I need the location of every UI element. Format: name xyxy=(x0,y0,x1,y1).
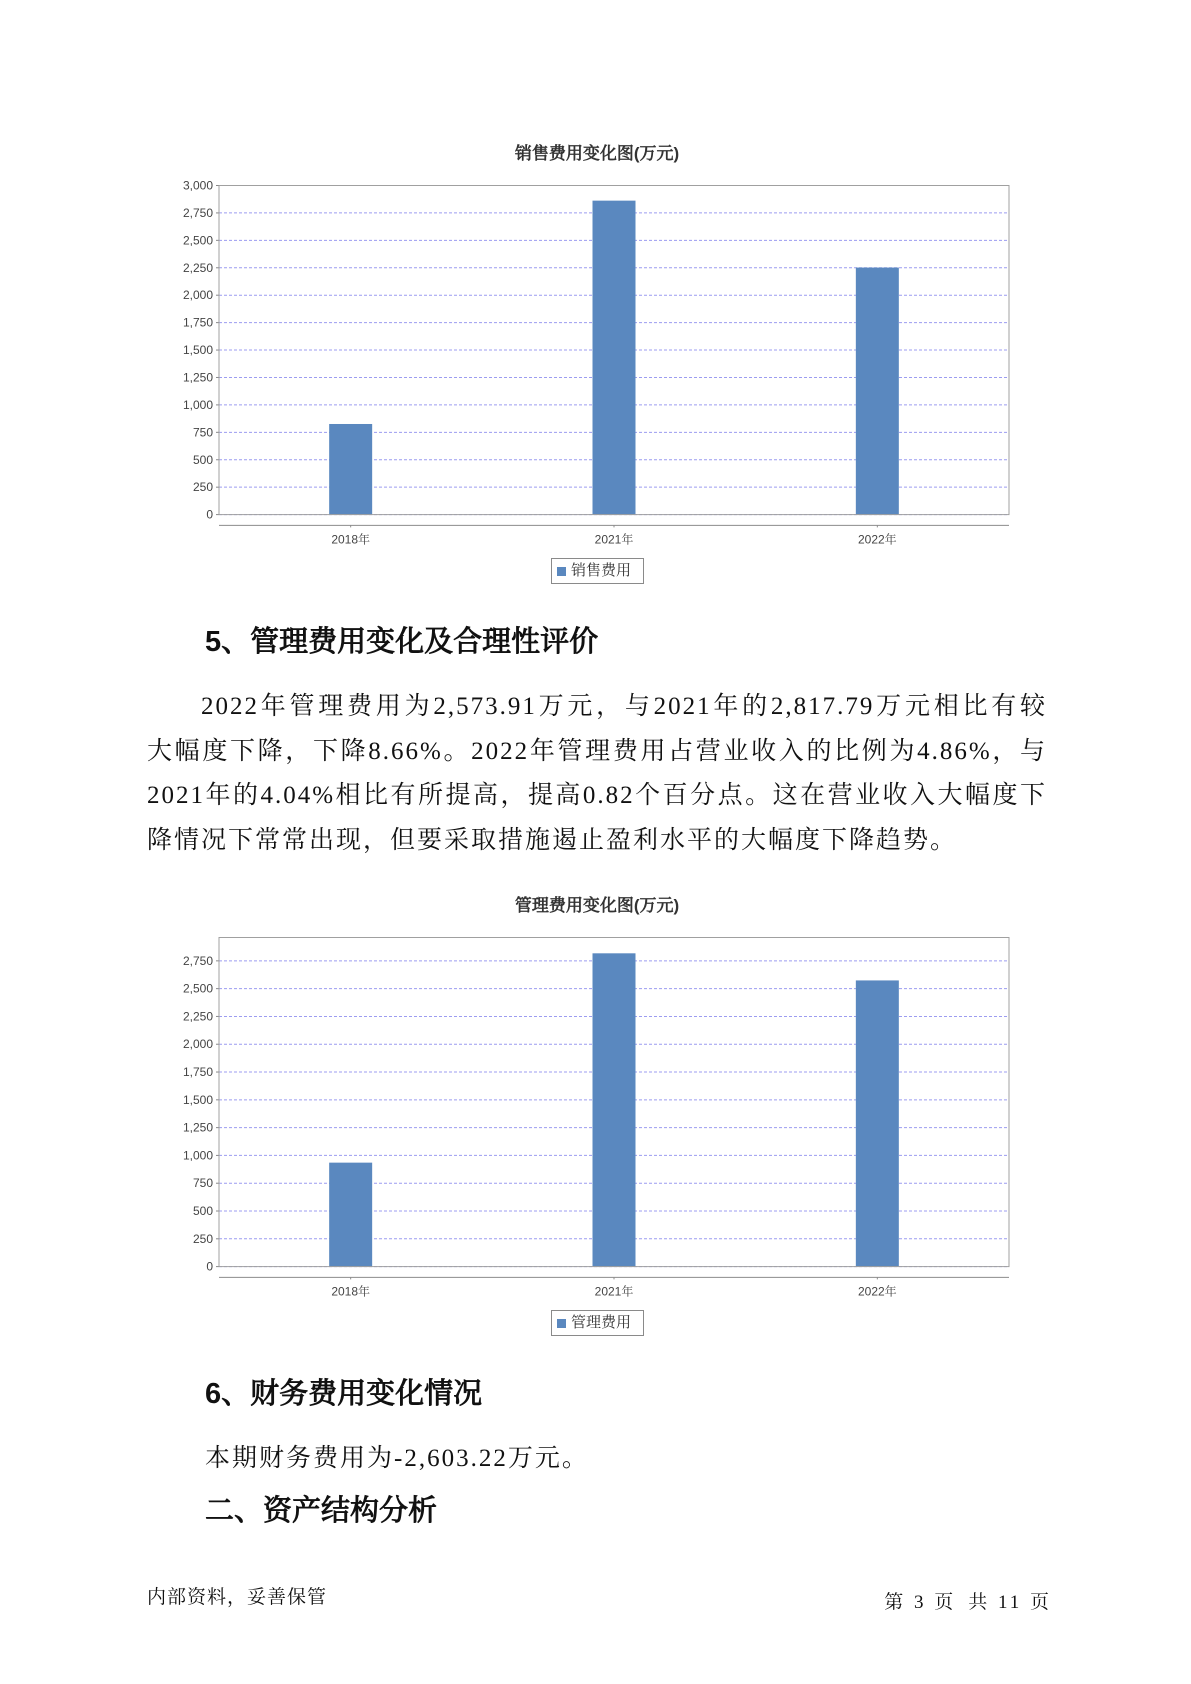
sales-expense-chart xyxy=(150,135,1050,595)
legend-label: 管理费用 xyxy=(571,1315,632,1331)
y-tick-label: 750 xyxy=(192,425,213,440)
y-tick-label: 500 xyxy=(192,1204,213,1219)
y-tick-label: 1,000 xyxy=(182,1148,213,1163)
y-tick-label: 2,250 xyxy=(182,1009,213,1024)
y-tick-label: 0 xyxy=(206,1259,213,1274)
y-tick-label: 1,750 xyxy=(182,1065,213,1080)
y-tick-label: 3,000 xyxy=(182,178,213,193)
paragraph xyxy=(147,692,1047,870)
y-tick-label: 2,000 xyxy=(182,1037,213,1052)
y-tick-label: 1,500 xyxy=(182,343,213,358)
paragraph-line: 2021年的4.04%相比有所提高，提高0.82个百分点。这在营业收入大幅度下 xyxy=(147,782,1047,810)
bar-2022 xyxy=(856,268,899,515)
section-heading: 5、管理费用变化及合理性评价 xyxy=(205,626,599,658)
bar-2021 xyxy=(593,953,636,1266)
chart-title: 销售费用变化图(万元) xyxy=(514,144,680,163)
total-pages: 共 11 页 xyxy=(968,1592,1052,1613)
y-tick-label: 1,250 xyxy=(182,370,213,385)
chart-plot xyxy=(150,135,1050,555)
y-tick-label: 2,000 xyxy=(182,288,213,303)
x-tick-label: 2018年 xyxy=(331,532,371,547)
paragraph: 本期财务费用为-2,603.22万元。 xyxy=(205,1445,589,1472)
paragraph-line: 2022年管理费用为2,573.91万元，与2021年的2,817.79万元相比有较 xyxy=(201,693,1047,720)
chart-plot xyxy=(150,887,1050,1307)
bar-2022 xyxy=(856,980,899,1266)
admin-expense-chart xyxy=(150,887,1050,1347)
legend-swatch xyxy=(557,567,566,576)
y-tick-label: 2,750 xyxy=(182,205,213,220)
y-tick-label: 2,750 xyxy=(182,953,213,968)
y-tick-label: 250 xyxy=(192,1231,213,1246)
footer-page-number xyxy=(884,1592,1052,1614)
x-tick-label: 2021年 xyxy=(594,532,634,547)
section-heading: 二、资产结构分析 xyxy=(205,1495,438,1527)
x-tick-label: 2018年 xyxy=(331,1284,371,1299)
y-tick-label: 1,000 xyxy=(182,397,213,412)
y-tick-label: 1,750 xyxy=(182,315,213,330)
x-tick-label: 2022年 xyxy=(857,1284,897,1299)
x-tick-label: 2022年 xyxy=(857,532,897,547)
y-tick-label: 0 xyxy=(206,507,213,522)
chart-legend xyxy=(551,558,644,584)
section-heading: 6、财务费用变化情况 xyxy=(205,1378,483,1410)
chart-title: 管理费用变化图(万元) xyxy=(514,896,680,915)
footer-confidential-note: 内部资料，妥善保管 xyxy=(147,1587,328,1608)
legend-label: 销售费用 xyxy=(571,563,632,579)
y-tick-label: 500 xyxy=(192,452,213,467)
bar-2018 xyxy=(329,1163,372,1267)
chart-legend xyxy=(551,1310,644,1336)
y-tick-label: 2,500 xyxy=(182,233,213,248)
y-tick-label: 2,250 xyxy=(182,260,213,275)
y-tick-label: 1,250 xyxy=(182,1120,213,1135)
legend-swatch xyxy=(557,1319,566,1328)
y-tick-label: 1,500 xyxy=(182,1092,213,1107)
x-tick-label: 2021年 xyxy=(594,1284,634,1299)
bar-2021 xyxy=(593,201,636,515)
paragraph-line: 大幅度下降，下降8.66%。2022年管理费用占营业收入的比例为4.86%，与 xyxy=(147,737,1047,765)
current-page: 第 3 页 xyxy=(884,1592,957,1613)
bar-2018 xyxy=(329,424,372,515)
paragraph-line: 降情况下常常出现，但要采取措施遏止盈利水平的大幅度下降趋势。 xyxy=(147,826,958,854)
y-tick-label: 2,500 xyxy=(182,981,213,996)
y-tick-label: 250 xyxy=(192,480,213,495)
y-tick-label: 750 xyxy=(192,1176,213,1191)
